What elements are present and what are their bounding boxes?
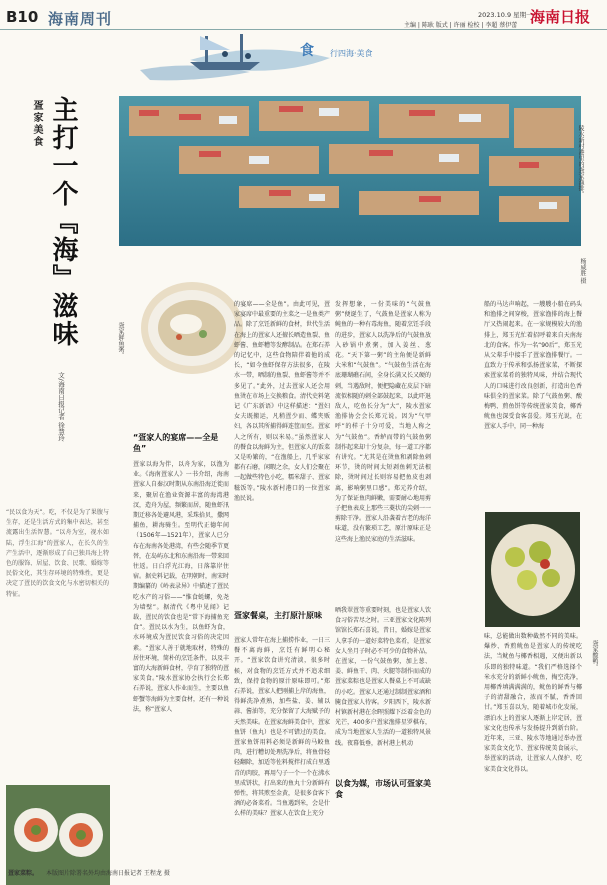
body-col3c — [335, 806, 431, 881]
body-col4: 船的马达声响起，一艘艘小船在码头和渔排之间穿梭，疍家渔排的海上餐厅又热闹起来。在一家规模较大的渔排上，郑玉光忙着招呼着来自天南海北的食客。作为一名“90后”，郑玉光从父辈手中接手了疍家渔排餐厅。一直致力于传承和弘扬疍家菜，不断探索疍家菜肴的独特风味，并结合现代人的口味进行改良创新，打造出色香味俱全的疍家菜。除了气鼓鱼粥、酸梅鸭、煎鱼饼等传统疍家美食，椰香鱿鱼也深受食客喜爱。郑玉光说，在疍家人手中，同一种海 — [484, 301, 582, 431]
body-col4b: 味，总能做出数种截然不同的美味。爆炒、香煎鱿鱼是疍家人的传统吃法，当鱿鱼与椰香相遇，又便出新以乐即的独特味道。“我们严格选择个米水充分的新鲜小鱿鱼，掏空洗净，用椰香填满满满的，鱿鱼的鲜香与椰子的清甜融合，浓而不腻，香香回甘。”郑玉喜以为，随着城市化发展，漂泊水上的疍家人逐渐上岸定居，疍家文化也传承与发扬提升到新台阶。近年来，三亚、陵水等地通过举办疍家美食文化节、疍家传统美食展示，举疍家的活动，让疍家人人保护、吃家美食文化得以。 — [484, 633, 582, 773]
article-headline: 主打一个『海』滋味 — [48, 96, 78, 348]
quote-sidebar — [6, 508, 109, 600]
section-brand: 海南周刊 — [48, 10, 113, 28]
body-col2: 的宴席——全是鱼”。由此可见，疍家宴席中最重要的主菜之一是鱼类产品。除了烹饪新鲜的食材，世代生活在海上的疍家人还擅长晒造鱼裂、鱼虾酱、鱼虾糟等发酵制品。在郑石养的记忆中，这些食物陪伴着他的成长，“如今鱼虾保存方法很多，在陵水一带，晒制的鱼裂、鱼虾酱等并不多见了。”此外，过去疍家人还会用鱼烫在市场上交换粮食。清代史料笔记《广东新语》中这样描述：“疍妇女夫既搬运，凡稍疍少而、蝶夹贩妇，各以其所捕得鲜连筐而至。疍家人之所有，则以米易。”虽然疍家人的餐食以海鲜为主，但疍家人的饭菜又是吩繁的，“在渔船上，几乎家家都有石磨，闲暇之余，女人们会聚在一起做些特色小吃，糯米甜子、疍家糍饭等。”陵水新村港口的一位疍家渔民说。 — [234, 301, 330, 502]
sour-duck-photo — [485, 512, 580, 627]
subhead-2: 疍家餐桌，主打原汁原味 — [234, 611, 322, 620]
image-credit: 本版图片除署名外均由海南日报记者 王程龙 摄 — [46, 870, 170, 877]
quote-text: “民以食为天”。吃，不仅是为了果腹与生存，还是生活方式的集中表达，甚至流露出生活智慧。“以舟为室，视水如陆，浮生江海”的疍家人，在长久的生产生活中，逐渐形成了自己独具海上特色的服饰、居屋、饮食、民歌、婚嫁等民俗文化，其生存环境的特殊性，更是决定了疍民的饮食文化与水密切相关的特征。 — [6, 509, 109, 598]
subhead-1: “疍家人的宴席——全是鱼” — [133, 433, 219, 453]
body-col1: 疍家以海为伴，以舟为家，以渔为业。《海南疍家人》一书介绍，海南疍家人自秦汉时期从东南沿海迁徙而来，聚居在渔业资源丰富的海湾港汊，造舟为屋，频繁而居，随鱼虾汛期迁移各处避风港，采珠拾贝，撒网捕鱼，耕海骑生。至明代正德年间（1506年—1521年），疍家人已分布在海南各处港湾，有些会随季节更替，在岛屿东北和东南沿海一带来回往返。日白浮光江海，日落靠岸住宿。据史料记载，在明朝时，南宋时期编纂的《岭表录异》中描述了疍民吃水产的习俗——“惟食蚝螺，免尧为墙壁”。据清代《粤中见闻》记载，疍民的饮食也是“常下海捕鱼充食”。疍民以水为生，以鱼虾为食，水环境成为疍民饮食习俗的决定因素。“疍家人善于就地取材，特殊的居住环境，简朴的烹饪条件，以及丰富的大海新鲜食材，孕育了独特的疍家美食。”陵水疍家协会执行会长郑石养说，疍家人作业而生，主要以鱼虾蟹等海鲜为主要食材，还有一种说法，称“疍家人 — [133, 461, 229, 713]
page-number: B10 — [6, 8, 39, 26]
editor-credits: 主编 | 陈耿 版式 | 许丽 检校 | 李超 蔡伊蕾 — [404, 22, 518, 29]
article-byline: 文/海南日报记者 徐慧玲 — [57, 372, 65, 442]
body-col2b: 疍家人常年在海上捕捞作业，一日三餐不离海鲜，烹饪有鲜明心秘开。“疍家饮食讲究清淡，很多时候，对食物的烹饪方式并不追求细致，保持食物的原汁原味即可。”郑石养说，疍家人把刚捕上岸的海鱼，得鲜洗净煮熟，加些盐、姜、辅以蒜、酱油等，充分保留了大海赋予的天然美味。在疍家海鲜美食中，疍家鱼饼（鱼丸）也是不可错过的美食。疍家鱼饼用料必须是新鲜的马鲛鱼肉，进行糟切处理洗净后，将鱼骨轻轻翻除，加适等佐料搅拌打成白里透青的肉胶，再用勺子一个一个在沸水里成饼状，打出来的鱼丸十分新鲜有弹性，将其煎至金黄，是很多食客下酒的必备菜肴。当鱼遇到米，会是什么样的美味？疍家人在饮食上充分 — [234, 637, 330, 818]
zongzi-caption — [8, 868, 170, 877]
photo-credit: 杨威胜 摄 — [579, 258, 586, 284]
fish-porridge-photo — [141, 282, 243, 374]
zongzi-caption-title: 疍家菜粽。 — [8, 870, 39, 877]
food1-caption: 疍家鲜鱼粥。 — [117, 322, 124, 358]
fishing-raft-photo — [119, 96, 581, 246]
article-kicker: 疍家美食 — [31, 100, 42, 148]
issue-date: 2023.10.9 星期一 — [478, 11, 533, 19]
section-title: 食 — [300, 43, 314, 59]
body-col3b: 晒我翠疍等重要时刻，也是疍家人饮食习俗苦尽之时。三亚疍家文化陈列馆馆长郑石喜说，昔日，婚嫁是疍家人拿手的一道好菜特色菜肴，是疍家女人坐月子时必不可少的食物补品，在疍家，一份气鼓鱼粥，加上葱、姜、鲜鱼干、肉、火腿等制作而成的疍家菜粽也是疍家人餐桌上不可或缺的小吃。疍家人还通过制制疍家酒和腌食疍家人待客。夕阳西下，陵水新村镇新村港在余晖照耀下泛着金色的光芒，400多户疍家渔排星罗棋布，成为当地疍家人生活的一道独特风景线。夜幕低垂，新村港上机动 — [335, 607, 431, 747]
subhead-3: 以食为媒，市场认可疍家美食 — [335, 779, 431, 799]
newspaper-logo: 海南日报 — [530, 8, 591, 26]
photo-caption: 陵水新村港里的疍家渔排。 — [577, 125, 584, 197]
section-subtitle: 行四海·美食 — [330, 49, 373, 58]
body-col3: 发挥想象，一份美味的“气鼓鱼粥”便诞生了，气鼓鱼是疍家人称为鲀鱼的一种有毒海鱼，随着烹饪手段的进步，疍家人以洗净后的气鼓鱼放入砂锅中煮粥，加入姜丝、葱花。“天下第一粥”的主角便是新鲜大米和“气鼓鱼”。“气鼓鱼生活在海底珊瑚礁石间，全身长满又长又硬的刺，当遇敌时，便把隐藏在皮层下暗流似相随的刺全部鼓起来，以此吓退敌人，吃鱼长分为“大”，陵水疍家渔排协会会长郑元说。因为“气甲呼”的样子十分可爱，当地人称之为“气鼓鱼”。香鲈而带的气鼓鱼粥制作起来却十分复杂，每一道工序都有讲究。“尤其是在烫鱼和剥除鱼刺环节，烫的时间太短剥鱼刺无法根除，烫时间过长则容易把鱼皮也剥离，影响粥里口感”。郑元养介绍，为了保证鱼肉鲜嫩，需要耐心地用剪子把鱼表皮上那些三菱状的尖刺一一剪除干净。疍家人沿袭着古老的海洋味道，没有繁琐工艺，原汁原味正是这些海上渔民家庭的生活滋味。 — [335, 301, 431, 543]
food2-caption: 疍家酸鸭。 — [591, 640, 598, 670]
